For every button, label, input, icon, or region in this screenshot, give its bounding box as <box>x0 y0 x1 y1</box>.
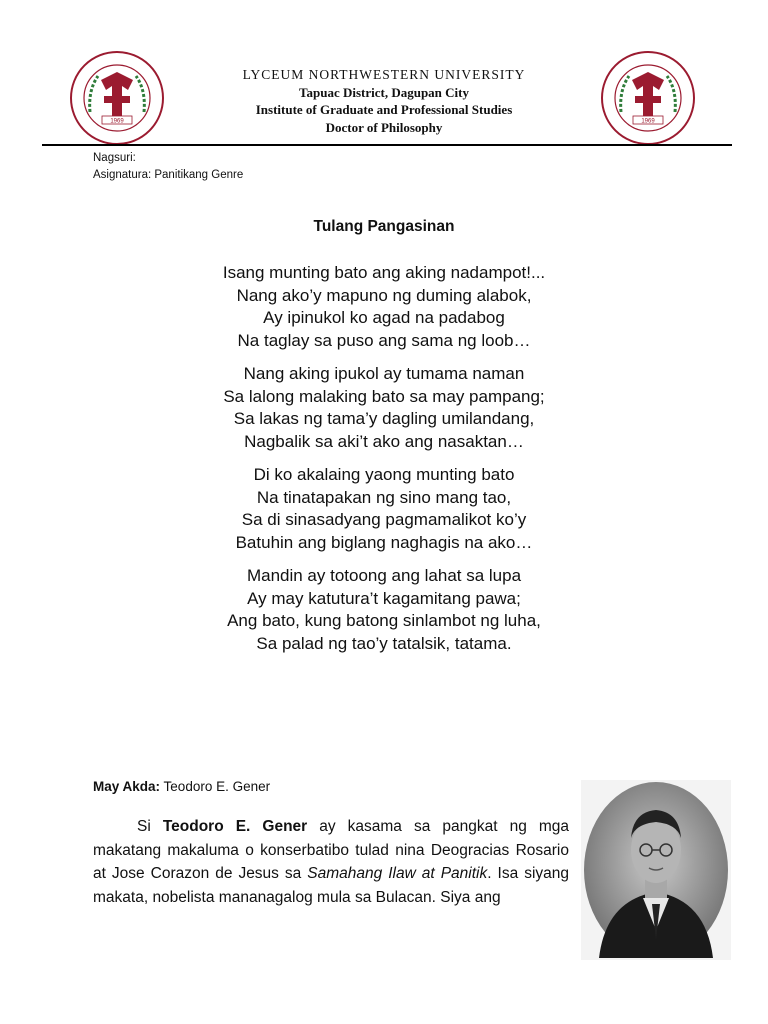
university-name: LYCEUM NORTHWESTERN UNIVERSITY <box>242 67 526 82</box>
poem-line: Na taglay sa puso ang sama ng loob… <box>237 330 531 350</box>
nagsuri-label: Nagsuri: <box>93 152 136 164</box>
poem-line: Mandin ay totoong ang lahat sa lupa <box>246 566 522 585</box>
poem-line: Nang ako’y mapuno ng duming alabok, <box>236 285 532 305</box>
asignatura-label: Asignatura: Panitikang Genre <box>93 169 244 181</box>
university-seal-right <box>599 50 697 146</box>
bio-organization: Samahang Ilaw at Panitik <box>307 865 488 882</box>
bio-text: ay kasama sa pangkat ng mga makatang makaluma o konserbatibo tulad nina Deogracias Rosario at Jose Corazon de Jesus sa <box>93 818 570 882</box>
letterhead <box>170 66 598 136</box>
poem-line: Batuhin ang biglang naghagis na ako… <box>235 532 533 552</box>
bio-author-name: Teodoro E. Gener <box>162 818 308 835</box>
poem-line: Sa lalong malaking bato sa may pampang; <box>223 386 545 406</box>
poem-body <box>0 262 768 666</box>
university-seal-left <box>68 50 166 146</box>
poem-line: Sa di sinasadyang pagmamalikot ko’y <box>241 510 527 529</box>
stanza <box>0 464 768 554</box>
district-line: Tapuac District, Dagupan City <box>299 84 469 100</box>
stanza <box>0 565 768 655</box>
institute-line: Institute of Graduate and Professional Studies <box>255 102 513 117</box>
bio-text: Si <box>137 818 163 835</box>
poem-line: Ang bato, kung batong sinlambot ng luha, <box>227 611 541 630</box>
poem-line: Ay may katutura’t kagamitang pawa; <box>247 588 521 608</box>
stanza <box>0 262 768 352</box>
poem-line: Isang munting bato ang aking nadampot!... <box>222 263 546 282</box>
poem-line: Sa palad ng tao’y tatalsik, tatama. <box>256 633 512 653</box>
svg-text:1969: 1969 <box>641 118 655 125</box>
stanza <box>0 363 768 453</box>
program-line: Doctor of Philosophy <box>325 119 443 135</box>
poem-line: Sa lakas ng tama’y dagling umilandang, <box>233 409 535 428</box>
author-biography <box>93 815 569 909</box>
poem-title: Tulang Pangasinan <box>313 218 455 235</box>
poem-line: Nagbalik sa aki’t ako ang nasaktan… <box>244 431 524 451</box>
document-meta <box>93 150 243 184</box>
poem-line: Ay ipinukol ko agad na padabog <box>263 308 505 327</box>
header-divider <box>42 144 732 146</box>
poem-line: Di ko akalaing yaong munting bato <box>253 465 515 484</box>
author-line <box>93 779 270 794</box>
author-portrait <box>581 780 731 960</box>
author-name: Teodoro E. Gener <box>163 779 271 794</box>
bio-text: . Isa siyang makata, nobelista mananagalog mula sa Bulacan. Siya ang <box>93 865 569 906</box>
poem-line: Nang aking ipukol ay tumama naman <box>243 364 525 383</box>
author-label: May Akda: <box>93 779 161 794</box>
svg-text:1969: 1969 <box>110 118 124 125</box>
poem-line: Na tinatapakan ng sino mang tao, <box>256 487 512 507</box>
